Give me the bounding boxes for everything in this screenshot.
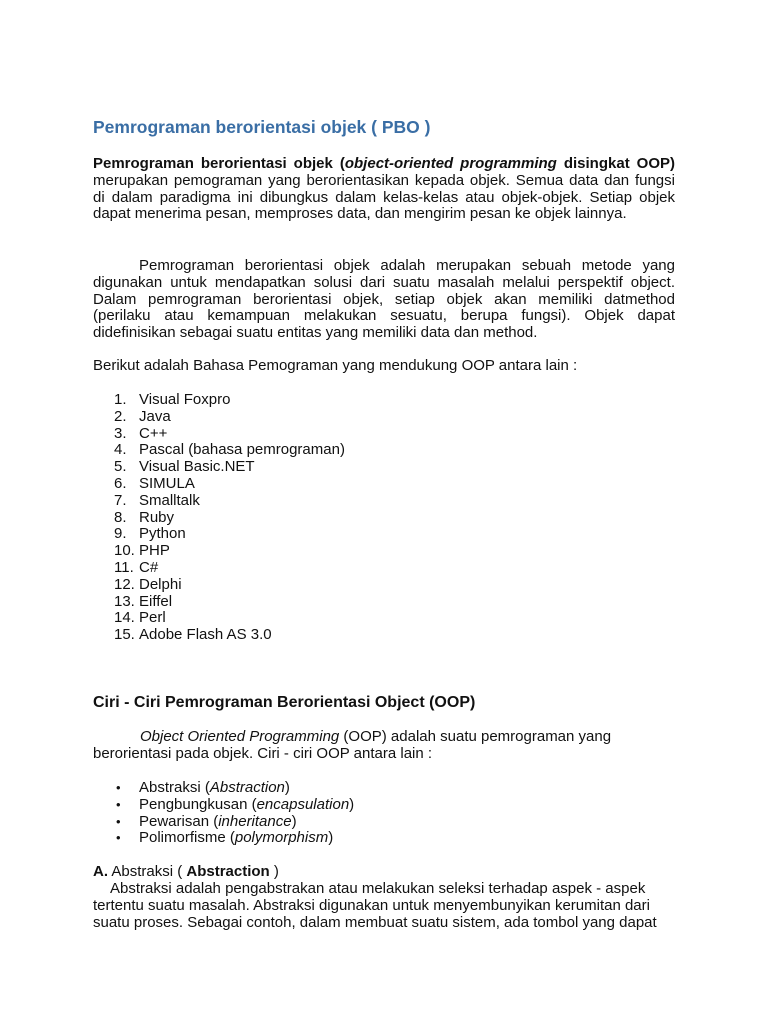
list-item: 9. Python <box>114 525 186 543</box>
feature-list <box>114 780 354 847</box>
language-list <box>114 392 345 644</box>
intro-open-paren: ( <box>339 155 345 172</box>
section-ciri-intro <box>93 729 633 763</box>
section-a-letter: A. <box>93 863 108 880</box>
paragraph-definition-text: Pemrograman berorientasi objek adalah merupakan sebuah metode yang digunakan untuk mendapatkan solusi dari suatu masalah melalui perspektif object. Dalam pemrograman berorientasi objek, setiap objek akan memiliki datmethod (perilaku atau kemampuan melakukan sesuatu, berupa fungsi). Objek dapat didefinisikan sebagai suatu entitas yang memiliki data dan method. <box>93 257 675 342</box>
list-item: 13. Eiffel <box>114 592 173 610</box>
list-item: 2. Java <box>114 407 171 425</box>
section-a-body: Abstraksi adalah pengabstrakan atau melakukan seleksi terhadap aspek - aspek tertentu suatu masalah. Abstraksi digunakan untuk menyembunyikan kerumitan dari suatu proses. Sebagai contoh, dalam membuat suatu sistem, ada tombol yang dapat <box>93 880 657 931</box>
section-heading-ciri: Ciri - Ciri Pemrograman Berorientasi Object (OOP) <box>93 694 476 711</box>
list-item: 6. SIMULA <box>114 474 195 492</box>
list-item: 8. Ruby <box>114 508 175 526</box>
list-item: 14. Perl <box>114 609 166 627</box>
intro-abbr: disingkat OOP) <box>563 155 676 172</box>
list-item: • Abstraksi (Abstraction) <box>114 780 354 797</box>
list-item: 1. Visual Foxpro <box>114 391 231 408</box>
section-a-heading <box>93 864 675 881</box>
page-title: Pemrograman berorientasi objek ( PBO ) <box>93 117 431 137</box>
intro-term-en: object-oriented programming <box>344 155 557 172</box>
list-item: 5. Visual Basic.NET <box>114 458 255 476</box>
list-item: • Polimorfisme (polymorphism) <box>114 830 354 847</box>
list-item: 4. Pascal (bahasa pemrograman) <box>114 441 345 459</box>
list-item: 7. Smalltalk <box>114 491 200 509</box>
paragraph-definition <box>93 258 675 342</box>
intro-paragraph <box>93 156 675 223</box>
section-a-suffix: ) <box>273 863 279 880</box>
list-item: 10. PHP <box>114 542 170 560</box>
list-item: 11. C# <box>114 558 159 576</box>
list-item: • Pewarisan (inheritance) <box>114 814 354 831</box>
list-item: • Pengbungkusan (encapsulation) <box>114 797 354 814</box>
section-a-prefix: Abstraksi ( <box>111 863 183 880</box>
list-item: 15. Adobe Flash AS 3.0 <box>114 626 272 644</box>
intro-rest: merupakan pemograman yang berorientasikan kepada objek. Semua data dan fungsi di dalam paradigma ini dibungkus dalam kelas-kelas atau objek-objek. Setiap objek dapat menerima pesan, memproses data, dan mengirim pesan ke objek lainnya. <box>93 171 675 223</box>
list-item: 12. Delphi <box>114 575 182 593</box>
section-ciri-term: Object Oriented Programming <box>140 728 340 745</box>
list-item: 3. C++ <box>114 424 168 442</box>
section-ciri-rest: (OOP) adalah suatu pemrograman yang berorientasi pada objek. Ciri - ciri OOP antara lain : <box>93 728 612 762</box>
section-a-term: Abstraction <box>186 863 270 880</box>
intro-term: Pemrograman berorientasi objek <box>93 155 333 172</box>
list-intro: Berikut adalah Bahasa Pemograman yang mendukung OOP antara lain : <box>93 357 578 374</box>
